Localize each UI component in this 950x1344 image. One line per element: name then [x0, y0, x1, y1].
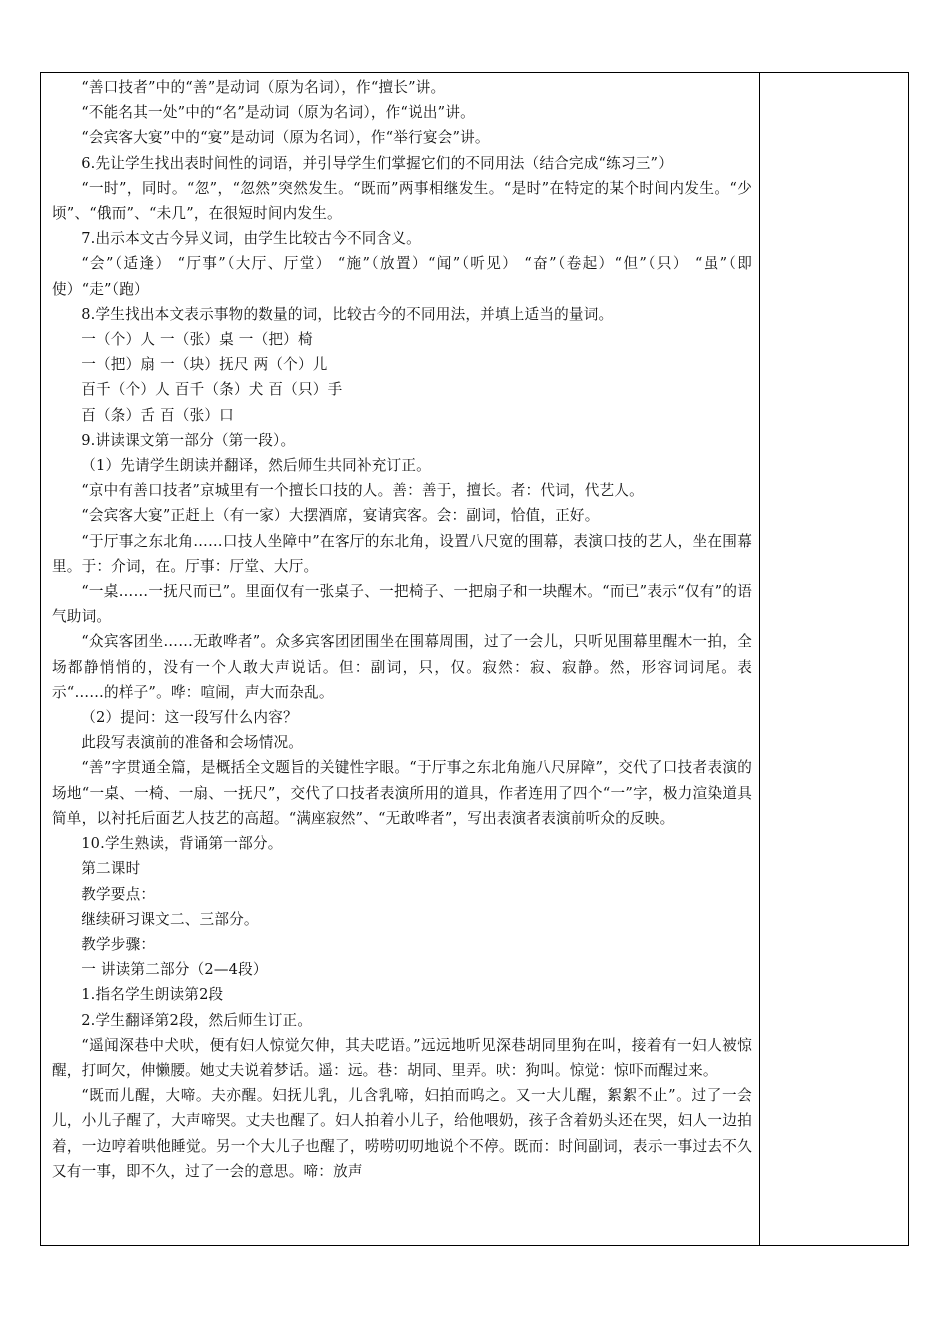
text-line: （2）提问：这一段写什么内容？: [81, 709, 298, 727]
text-line: “京中有善口技者”京城里有一个擅长口技的人。善：善于，擅长。者：代词，代艺人。: [81, 482, 644, 500]
text-line: “会宾客大宴”中的“宴”是动词（原为名词），作“举行宴会”讲。: [81, 129, 490, 147]
text-line: 10.学生熟读，背诵第一部分。: [81, 835, 283, 853]
text-line: 2.学生翻译第2段，然后师生订正。: [81, 1011, 313, 1029]
text-line: 9.讲读课文第一部分（第一段）。: [81, 431, 296, 449]
text-line: “善口技者”中的“善”是动词（原为名词），作“擅长”讲。: [81, 79, 446, 96]
text-line: “一桌……一抚尺而已”。里面仅有一张桌子、一把椅子、一把扇子和一块醒木。“而已”表示“仅有”的语气助词。: [52, 583, 752, 626]
text-line: “善”字贯通全篇，是概括全文题旨的关键性字眼。“于厅事之东北角施八尺屏障”，交代了口技者表演的场地“一桌、一椅、一扇、一抚尺”，交代了口技者表演所用的道具，作者连用了四个“一”字，极力渲染道具简单，以衬托后面艺人技艺的高超。“满座寂然”、“无敢哗者”，写出表演者表演前听众的反映。: [52, 759, 752, 827]
text-line: “会”（适逢） “厅事”（大厅、厅堂） “施”（放置）“闻”（听见） “奋”（卷起）“但”（只） “虽”（即使）“走”（跑）: [52, 255, 752, 298]
lesson-text-cell: [52, 75, 752, 1184]
text-line: “众宾客团坐……无敢哗者”。众多宾客团团围坐在围幕周围，过了一会儿，只听见围幕里醒木一拍，全场都静悄悄的，没有一个人敢大声说话。但：副词，只，仅。寂然：寂、寂静。然，形容词词尾。表示“……的样子”。哗：喧闹，声大而杂乱。: [52, 633, 752, 701]
text-line: 一（个）人 一（张）桌 一（把）椅: [81, 331, 313, 349]
text-line: “于厅事之东北角……口技人坐障中”在客厅的东北角，设置八尺宽的围幕，表演口技的艺人，坐在围幕里。于：介词，在。厅事：厅堂、大厅。: [52, 532, 752, 575]
text-line: 继续研习课文二、三部分。: [81, 910, 259, 928]
text-line: 此段写表演前的准备和会场情况。: [81, 734, 304, 752]
text-line: “会宾客大宴”正赶上（有一家）大摆酒席，宴请宾客。会：副词，恰值，正好。: [81, 507, 600, 525]
text-line: （1）先请学生朗读并翻译，然后师生共同补充订正。: [81, 457, 431, 475]
text-line: 6.先让学生找出表时间性的词语，并引导学生们掌握它们的不同用法（结合完成“练习三”）: [81, 154, 673, 172]
text-line: 第二课时: [81, 860, 141, 878]
text-line: “遥闻深巷中犬吠，便有妇人惊觉欠伸，其夫呓语。”远远地听见深巷胡同里狗在叫，接着有一妇人被惊醒，打呵欠，伸懒腰。她丈夫说着梦话。遥：远。巷：胡同、里弄。吠：狗叫。惊觉：惊吓而醒过来。: [52, 1036, 752, 1079]
text-line: “不能名其一处”中的“名”是动词（原为名词），作“说出”讲。: [81, 104, 475, 122]
text-line: 8.学生找出本文表示事物的数量的词，比较古今的不同用法，并填上适当的量词。: [81, 305, 614, 323]
column-divider: [759, 72, 760, 1246]
text-line: “既而儿醒，大啼。夫亦醒。妇抚儿乳，儿含乳啼，妇拍而呜之。又一大儿醒，絮絮不止”。过了一会儿，小儿子醒了，大声啼哭。丈夫也醒了。妇人拍着小儿子，给他喂奶，孩子含着奶头还在哭，妇人一边拍着，一边哼着哄他睡觉。另一个大儿子也醒了，唠唠叨叨地说个不停。既而：时间副词，表示一事过去不久又有一事，即不久，过了一会的意思。啼：放声: [52, 1087, 752, 1180]
text-line: 教学要点：: [81, 885, 156, 903]
text-line: 7.出示本文古今异义词，由学生比较古今不同含义。: [81, 230, 421, 248]
text-line: 1.指名学生朗读第2段: [81, 986, 224, 1004]
text-line: 百千（个）人 百千（条）犬 百（只）手: [81, 381, 343, 399]
text-line: 一（把）扇 一（块）抚尺 两（个）儿: [81, 356, 328, 374]
text-line: 一 讲读第二部分（2—4段）: [81, 961, 268, 979]
text-line: 百（条）舌 百（张）口: [81, 406, 234, 424]
text-line: 教学步骤：: [81, 935, 156, 953]
text-line: “一时”，同时。“忽”，“忽然”突然发生。“既而”两事相继发生。“是时”在特定的某个时间内发生。“少顷”、“俄而”、“未几”，在很短时间内发生。: [52, 179, 752, 223]
